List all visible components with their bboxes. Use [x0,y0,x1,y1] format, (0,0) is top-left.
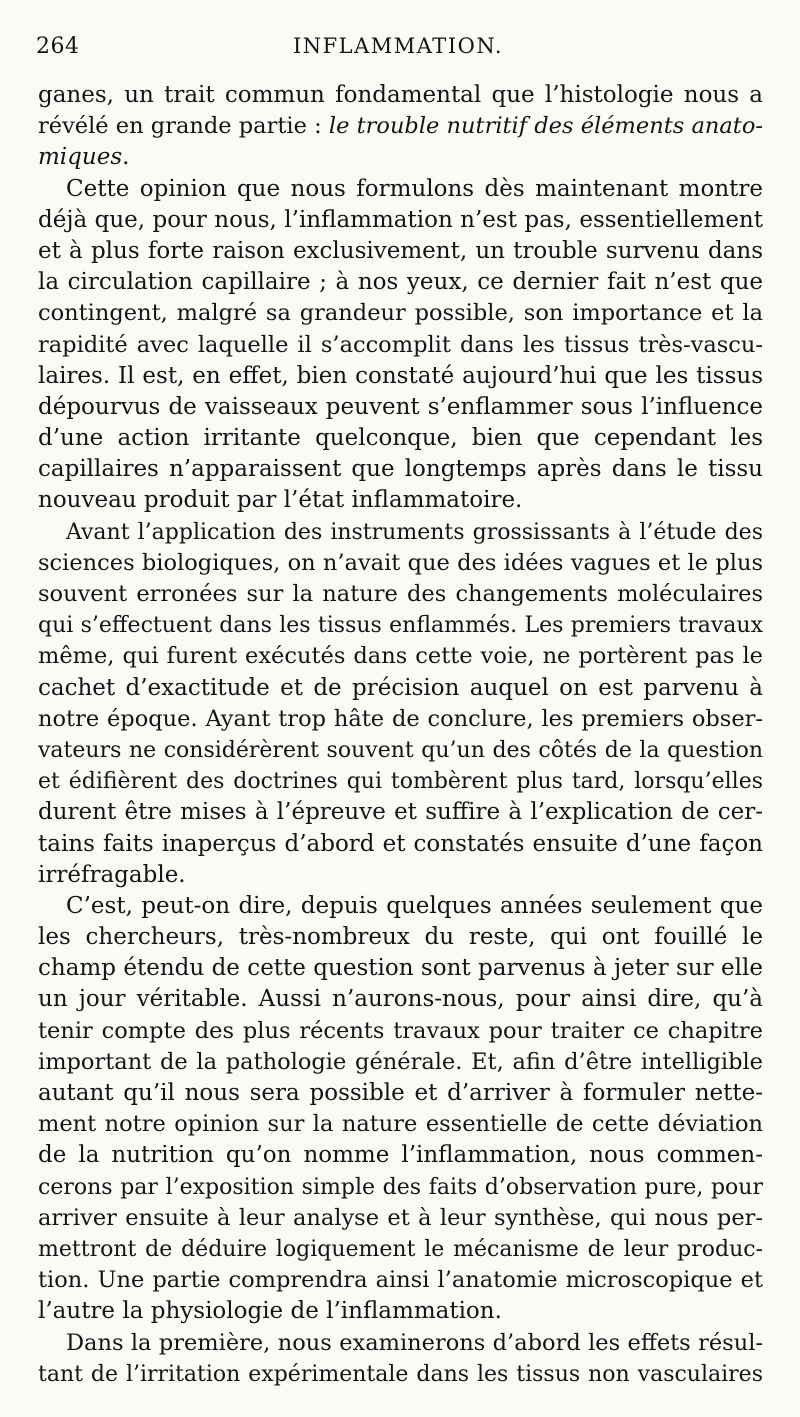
text-segment: dépourvus de vaisseaux peuvent s’enflammer sous l’influence [38,393,763,420]
text-line [38,111,763,142]
running-title: INFLAMMATION. [292,34,504,58]
text-line [38,1109,763,1140]
text-segment: nouveau produit par l’état inflammatoire. [38,487,523,514]
text-line [38,797,763,828]
text-line [38,174,763,205]
text-line [38,423,763,454]
text-line [38,267,763,298]
text-segment: tion. Une partie comprendra ainsi l’anatomie microscopique et [38,1267,763,1294]
text-line [38,1047,763,1078]
text-line [38,1203,763,1234]
text-line [38,236,763,267]
text-line [38,860,763,891]
text-line [38,704,763,735]
text-line [38,829,763,860]
text-line [38,579,763,610]
text-line [38,454,763,485]
text-line [38,392,763,423]
text-segment: l’autre la physiologie de l’inflammation. [38,1298,502,1325]
text-line [38,1359,763,1390]
text-segment: vateurs ne considérèrent souvent qu’un des côtés de la question [38,737,763,763]
text-line [38,766,763,797]
text-segment: contingent, malgré sa grandeur possible, son importance et la [38,300,763,327]
body-text [38,80,763,1390]
text-line [38,735,763,766]
text-segment: notre époque. Ayant trop hâte de conclure, les premiers obser- [38,705,763,732]
text-segment: Dans la première, nous examinerons d’abord les effets résul- [66,1329,763,1356]
text-segment: autant qu’il nous sera possible et d’arriver à formuler nette- [38,1080,763,1106]
text-line [38,610,763,641]
text-segment: mettront de déduire logiquement le mécanisme de leur produc- [38,1236,763,1262]
text-segment: tains faits inaperçus d’abord et constatés ensuite d’une façon [38,830,763,857]
italic-segment: miques [38,144,123,171]
text-line [38,1016,763,1047]
text-segment: souvent erronées sur la nature des changements moléculaires [38,581,763,607]
text-line [38,1140,763,1171]
text-segment: les chercheurs, très-nombreux du reste, qui ont fouillé le [38,924,763,951]
text-segment: important de la pathologie générale. Et, afin d’être intelligible [38,1048,763,1075]
text-line [38,1078,763,1109]
text-line [38,517,763,548]
text-line [38,1328,763,1359]
text-segment: Avant l’application des instruments grossissants à l’étude des [66,519,763,545]
text-segment: qui s’effectuent dans les tissus enflammés. Les premiers travaux [38,613,763,639]
text-line [38,953,763,984]
text-segment: cachet d’exactitude et de précision auquel on est parvenu à [38,674,763,701]
italic-segment: le trouble nutritif des éléments anato- [328,113,763,140]
page-number: 264 [36,34,80,59]
text-segment: déjà que, pour nous, l’inflammation n’est pas, essentiellement [38,206,763,233]
text-line [38,548,763,579]
text-line [38,80,763,111]
text-line [38,984,763,1015]
text-segment: un jour véritable. Aussi n’aurons-nous, pour ainsi dire, qu’à [38,986,763,1013]
text-line [38,1172,763,1203]
text-line [38,142,763,173]
text-segment: champ étendu de cette question sont parvenus à jeter sur elle [38,955,763,982]
text-segment: tenir compte des plus récents travaux pour traiter ce chapitre [38,1017,763,1044]
text-segment: irréfragable. [38,861,186,888]
text-line [38,1234,763,1265]
text-segment: ment notre opinion sur la nature essentielle de cette déviation [38,1111,763,1138]
text-line [38,673,763,704]
text-segment: cerons par l’exposition simple des faits d’observation pure, pour [38,1174,763,1200]
text-segment: laires. Il est, en effet, bien constaté aujourd’hui que les tissus [38,362,763,389]
text-line [38,330,763,361]
text-segment: de la nutrition qu’on nomme l’inflammation, nous commen- [38,1142,763,1169]
page-header [36,30,760,64]
text-line [38,1265,763,1296]
text-line [38,298,763,329]
text-line [38,922,763,953]
text-segment: durent être mises à l’épreuve et suffire à l’explication de cer- [38,799,763,826]
text-segment: révélé en grande partie : [38,113,329,140]
text-segment: rapidité avec laquelle il s’accomplit dans les tissus très-vascu- [38,331,763,358]
text-line [38,641,763,672]
text-segment: la circulation capillaire ; à nos yeux, ce dernier fait n’est que [38,269,763,296]
text-line [38,485,763,516]
text-segment: même, qui furent exécutés dans cette voie, ne portèrent pas le [38,643,763,670]
text-segment: . [122,144,130,171]
text-line [38,1296,763,1327]
text-segment: d’une action irritante quelconque, bien que cependant les [38,425,763,452]
text-segment: et édifièrent des doctrines qui tombèrent plus tard, lorsqu’elles [38,769,763,795]
text-line [38,891,763,922]
text-segment: C’est, peut-on dire, depuis quelques années seulement que [66,892,763,919]
text-segment: sciences biologiques, on n’avait que des idées vagues et le plus [38,549,763,576]
text-segment: et à plus forte raison exclusivement, un trouble survenu dans [38,237,763,264]
text-segment: ganes, un trait commun fondamental que l’histologie nous a [38,82,763,108]
text-line [38,205,763,236]
text-line [38,361,763,392]
text-segment: Cette opinion que nous formulons dès maintenant montre [66,175,763,202]
text-segment: capillaires n’apparaissent que longtemps après dans le tissu [38,456,763,483]
text-segment: arriver ensuite à leur analyse et à leur synthèse, qui nous per- [38,1204,763,1231]
text-segment: tant de l’irritation expérimentale dans les tissus non vasculaires [38,1361,763,1387]
